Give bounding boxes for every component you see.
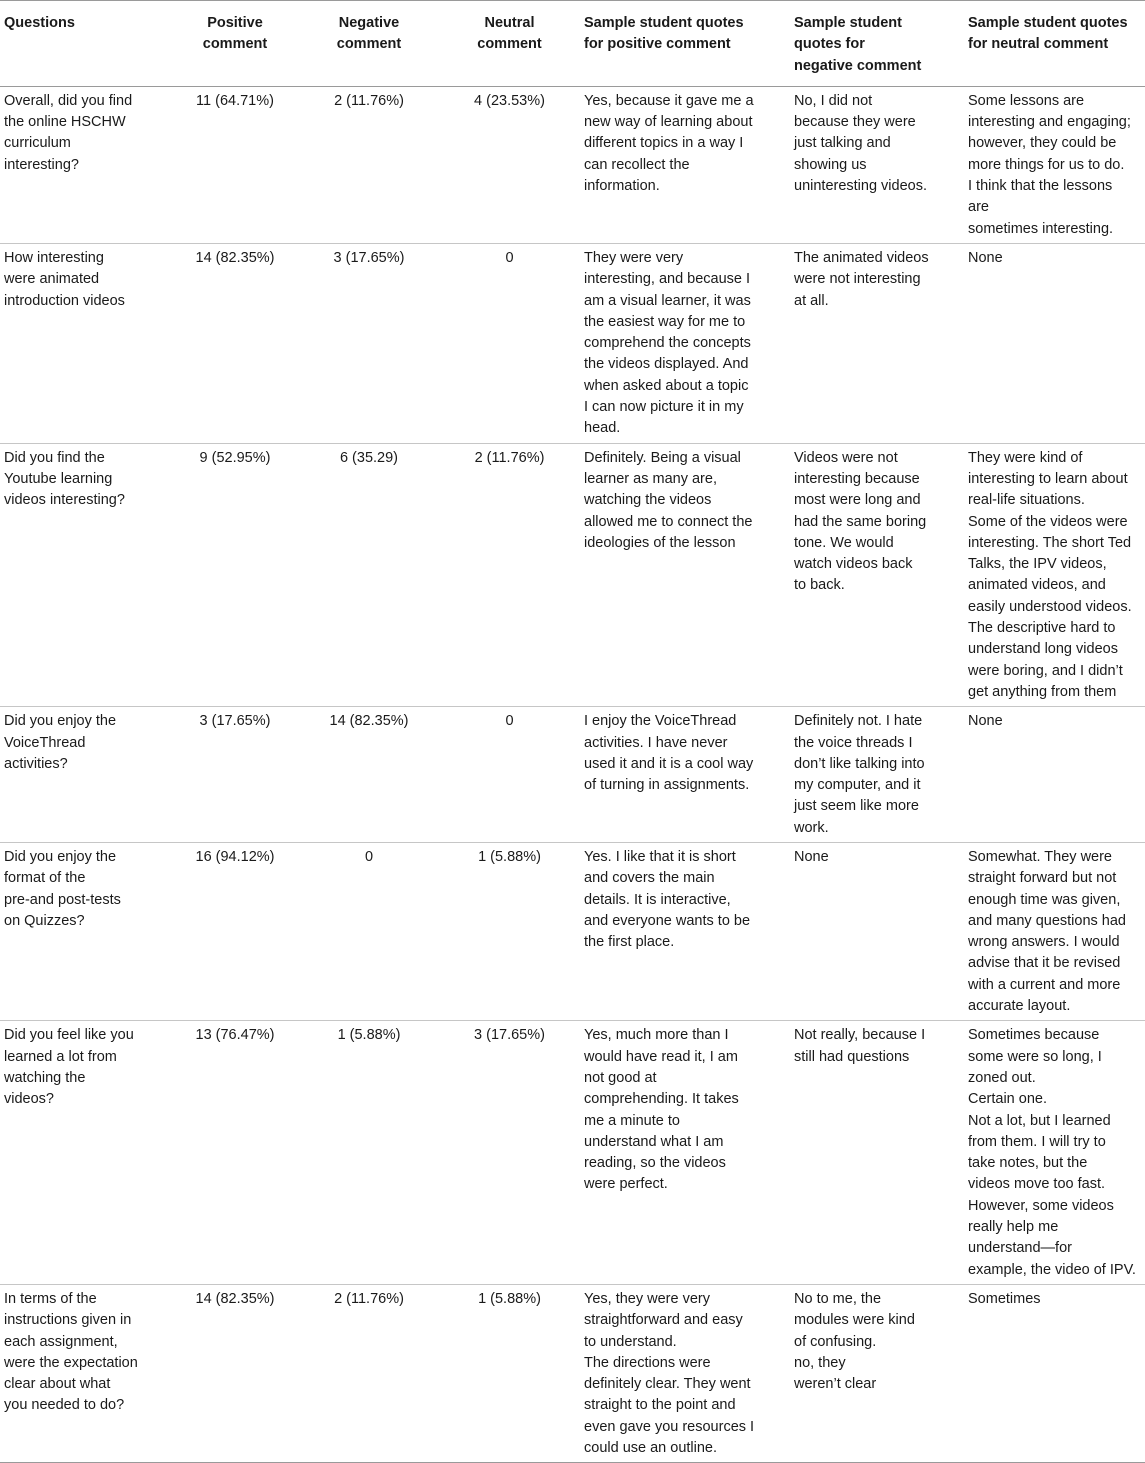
table-row	[0, 86, 1145, 243]
negative-count-cell: 2 (11.76%)	[334, 92, 404, 109]
question-cell: Did you feel like you learned a lot from watching the videos?	[4, 1027, 134, 1108]
positive-quote-cell: I enjoy the VoiceThread activities. I have never used it and it is a cool way of turning in assignments.	[584, 713, 754, 794]
table-row	[0, 842, 1145, 1020]
positive-count-cell: 16 (94.12%)	[195, 848, 275, 865]
table-row	[0, 1021, 1145, 1285]
negative-quote-cell: None	[794, 848, 829, 865]
neutral-count-cell: 0	[505, 713, 514, 730]
positive-count-cell: 11 (64.71%)	[196, 92, 274, 109]
negative-count-cell: 1 (5.88%)	[337, 1027, 401, 1044]
header-row	[0, 1, 1145, 87]
neutral-quote-cell: None	[968, 713, 1003, 730]
positive-count-cell: 3 (17.65%)	[199, 713, 271, 730]
header-neutral: Neutral comment	[477, 15, 542, 53]
header-positive: Positive comment	[202, 15, 268, 53]
positive-quote-cell: Yes. I like that it is short and covers the main details. It is interactive, and everyone wants to be the first place.	[584, 848, 751, 951]
neutral-quote-cell: Sometimes	[968, 1290, 1041, 1307]
header-positive-quotes: Sample student quotes for positive comment	[584, 15, 744, 53]
positive-quote-cell: Definitely. Being a visual learner as many are, watching the videos allowed me to connect the ideologies of the lesson	[584, 449, 753, 551]
header-negative-quotes: Sample student quotes for negative comment	[794, 15, 922, 74]
neutral-count-cell: 1 (5.88%)	[478, 1290, 541, 1307]
question-cell: Did you enjoy the VoiceThread activities?	[4, 713, 117, 772]
negative-quote-cell: Definitely not. I hate the voice threads I don’t like talking into my computer, and it just seem like more work.	[794, 713, 925, 836]
table-header	[0, 1, 1145, 87]
positive-count-cell: 14 (82.35%)	[195, 249, 275, 266]
negative-count-cell: 0	[364, 848, 374, 865]
question-cell: How interesting were animated introduction videos	[4, 249, 125, 309]
positive-quote-cell: Yes, much more than I would have read it, I am not good at comprehending. It takes me a minute to understand what I am reading, so the videos were perfect.	[584, 1027, 739, 1193]
neutral-quote-cell: Sometimes because some were so long, I zoned out. Certain one. Not a lot, but I learned from them. I will try to take notes, but the videos move too fast. However, some videos really help me understand—for example, the video of IPV.	[968, 1027, 1136, 1278]
negative-count-cell: 6 (35.29)	[339, 449, 399, 466]
table-body	[0, 86, 1145, 1462]
neutral-quote-cell: None	[968, 249, 1003, 266]
negative-quote-cell: Not really, because I still had questions	[794, 1027, 926, 1065]
negative-count-cell: 14 (82.35%)	[329, 713, 409, 730]
table-row	[0, 243, 1145, 443]
positive-quote-cell: Yes, they were very straightforward and easy to understand. The directions were definitely clear. They went straight to the point and even gave you resources I could use an outline.	[584, 1290, 755, 1456]
positive-quote-cell: They were very interesting, and because I am a visual learner, it was the easiest way for me to comprehend the concepts the videos displayed. And when asked about a topic I can now picture it in my head.	[584, 249, 751, 437]
negative-quote-cell: No, I did not because they were just talking and showing us uninteresting videos.	[794, 92, 927, 195]
neutral-quote-cell: Somewhat. They were straight forward but not enough time was given, and many questions had wrong answers. I would advise that it be revised with a current and more accurate layout.	[968, 848, 1126, 1015]
negative-quote-cell: The animated videos were not interesting at all.	[794, 249, 929, 309]
table-row	[0, 443, 1145, 707]
positive-quote-cell: Yes, because it gave me a new way of learning about different topics in a way I can recollect the information.	[584, 92, 754, 195]
table-row	[0, 707, 1145, 843]
header-neutral-quotes: Sample student quotes for neutral comment	[968, 15, 1128, 53]
header-questions: Questions	[4, 15, 75, 31]
neutral-count-cell: 4 (23.53%)	[474, 92, 545, 109]
neutral-quote-cell: They were kind of interesting to learn about real-life situations. Some of the videos were interesting. The short Ted Talks, the IPV videos, animated videos, and easily understood videos. The descriptive hard to understand long videos were boring, and I didn’t get anything from them	[968, 449, 1132, 700]
neutral-count-cell: 2 (11.76%)	[474, 449, 545, 466]
table-row	[0, 1284, 1145, 1462]
negative-quote-cell: No to me, the modules were kind of confusing. no, they weren’t clear	[794, 1290, 915, 1393]
question-cell: Did you enjoy the format of the pre-and post-tests on Quizzes?	[4, 848, 121, 929]
neutral-quote-cell: Some lessons are interesting and engaging; however, they could be more things for us to do. I think that the lessons are sometimes interesting.	[968, 92, 1131, 237]
negative-count-cell: 3 (17.65%)	[333, 249, 405, 266]
negative-quote-cell: Videos were not interesting because most were long and had the same boring tone. We would watch videos back to back.	[794, 449, 927, 594]
neutral-count-cell: 3 (17.65%)	[474, 1027, 545, 1044]
neutral-count-cell: 0	[505, 249, 514, 266]
positive-count-cell: 14 (82.35%)	[195, 1290, 275, 1307]
positive-count-cell: 13 (76.47%)	[195, 1027, 275, 1044]
question-cell: In terms of the instructions given in each assignment, were the expectation clear about what you needed to do?	[4, 1290, 138, 1414]
negative-count-cell: 2 (11.76%)	[334, 1290, 404, 1307]
positive-count-cell: 9 (52.95%)	[199, 449, 271, 466]
header-negative: Negative comment	[336, 15, 402, 53]
question-cell: Did you find the Youtube learning videos interesting?	[4, 449, 125, 509]
question-cell: Overall, did you find the online HSCHW curriculum interesting?	[4, 92, 133, 173]
neutral-count-cell: 1 (5.88%)	[478, 848, 541, 865]
